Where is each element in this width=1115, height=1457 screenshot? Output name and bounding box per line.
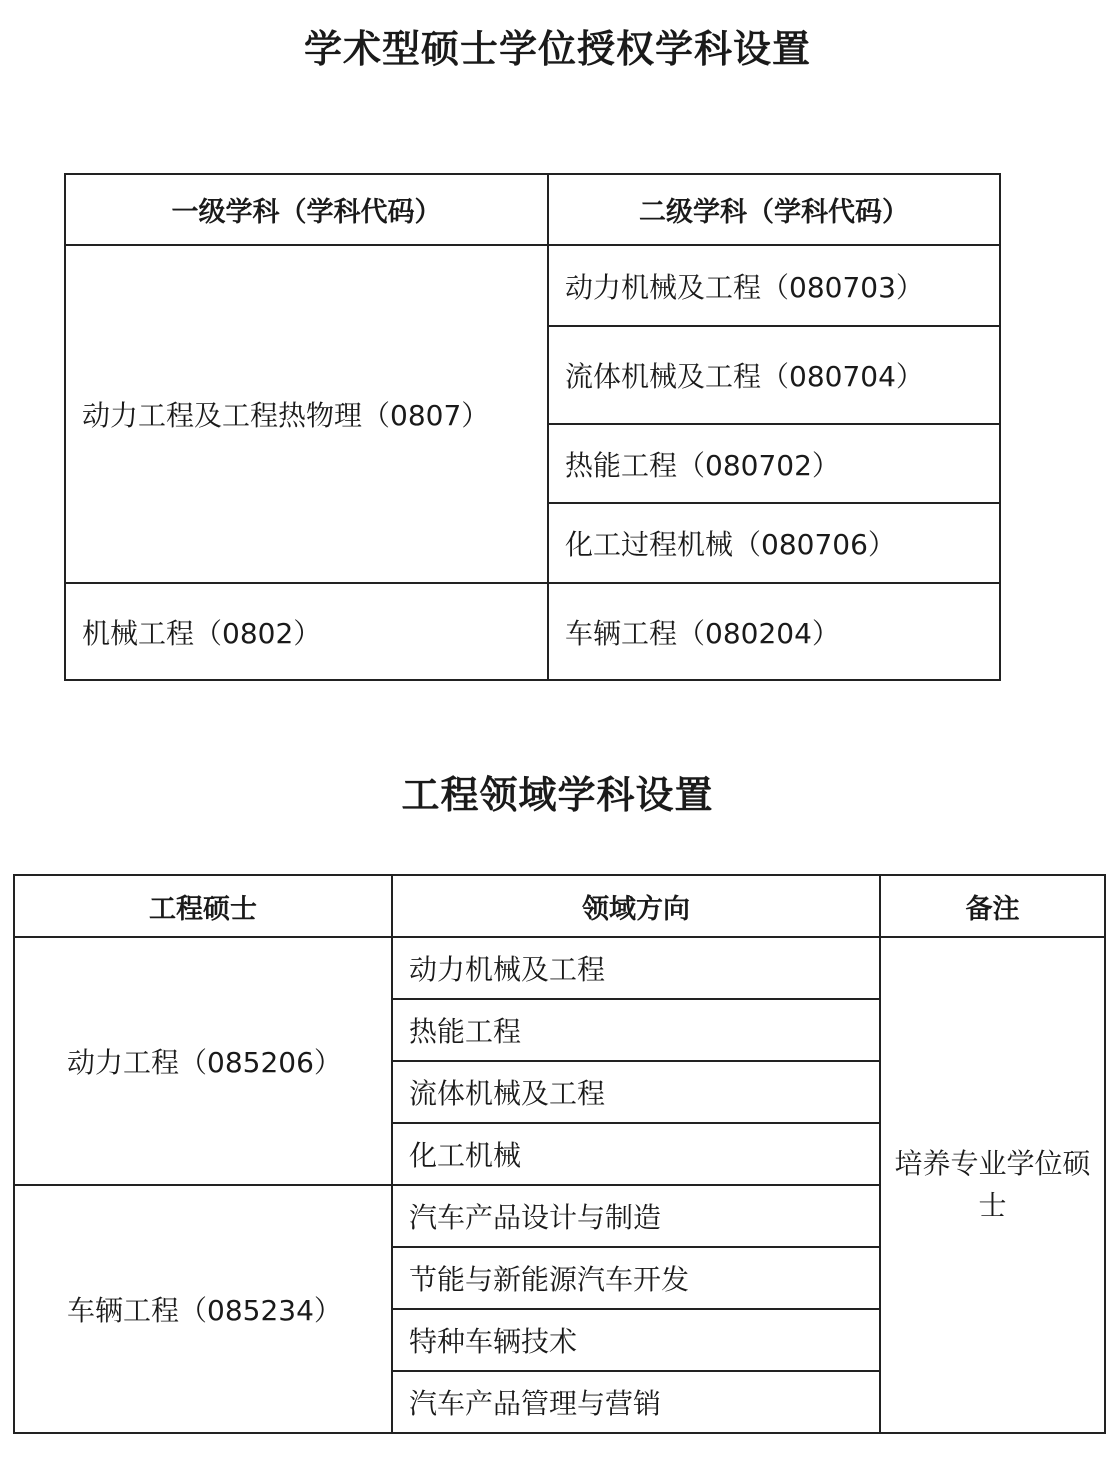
table-row bbox=[14, 937, 1105, 999]
engineering-field-title: 工程领域学科设置 bbox=[401, 773, 714, 817]
header-note: 备注 bbox=[880, 875, 1105, 937]
first-level-discipline: 动力工程及工程热物理（0807） bbox=[65, 245, 548, 583]
second-level-discipline: 车辆工程（080204） bbox=[548, 583, 1000, 680]
first-level-discipline: 机械工程（0802） bbox=[65, 583, 548, 680]
table-row bbox=[65, 245, 1000, 326]
second-level-discipline: 热能工程（080702） bbox=[548, 424, 1000, 503]
field-direction: 特种车辆技术 bbox=[392, 1309, 880, 1371]
table-header-row bbox=[65, 174, 1000, 245]
engineering-master-category: 动力工程（085206） bbox=[14, 937, 392, 1185]
field-direction: 节能与新能源汽车开发 bbox=[392, 1247, 880, 1309]
field-direction: 汽车产品设计与制造 bbox=[392, 1185, 880, 1247]
second-level-discipline: 动力机械及工程（080703） bbox=[548, 245, 1000, 326]
header-master: 工程硕士 bbox=[14, 875, 392, 937]
table-row bbox=[65, 583, 1000, 680]
field-direction: 汽车产品管理与营销 bbox=[392, 1371, 880, 1433]
second-level-discipline: 流体机械及工程（080704） bbox=[548, 326, 1000, 424]
header-second-level: 二级学科（学科代码） bbox=[548, 174, 1000, 245]
second-level-discipline: 化工过程机械（080706） bbox=[548, 503, 1000, 583]
table-header-row bbox=[14, 875, 1105, 937]
field-direction: 化工机械 bbox=[392, 1123, 880, 1185]
engineering-field-table bbox=[13, 874, 1106, 1434]
header-first-level: 一级学科（学科代码） bbox=[65, 174, 548, 245]
academic-degree-title: 学术型硕士学位授权学科设置 bbox=[303, 27, 811, 71]
academic-degree-table bbox=[64, 173, 1001, 681]
engineering-master-category: 车辆工程（085234） bbox=[14, 1185, 392, 1433]
header-direction: 领域方向 bbox=[392, 875, 880, 937]
field-direction: 热能工程 bbox=[392, 999, 880, 1061]
field-direction: 动力机械及工程 bbox=[392, 937, 880, 999]
field-direction: 流体机械及工程 bbox=[392, 1061, 880, 1123]
note-cell: 培养专业学位硕士 bbox=[880, 937, 1105, 1433]
